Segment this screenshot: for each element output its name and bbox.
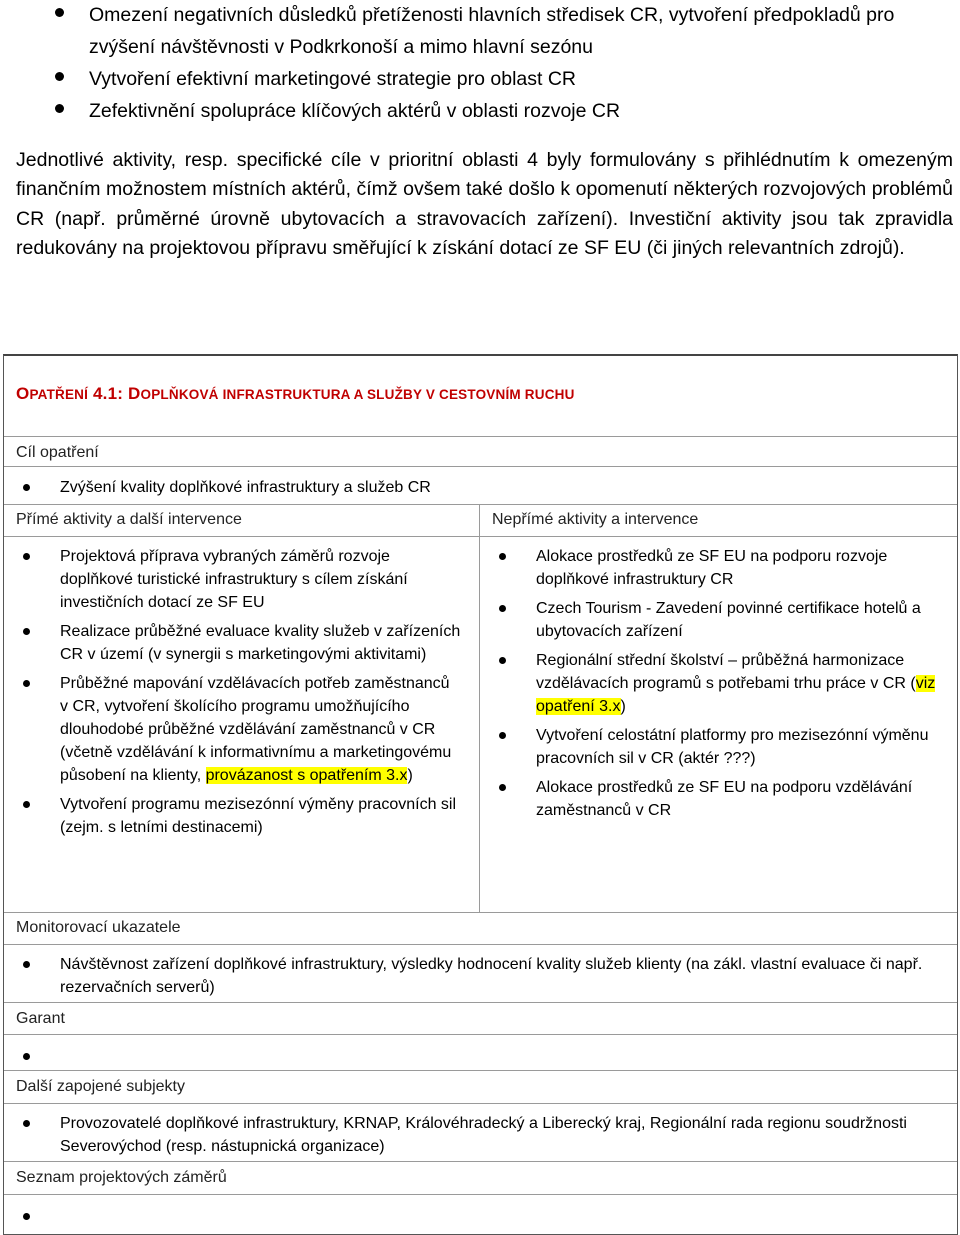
divider [4, 1034, 957, 1035]
title-letter: O [16, 384, 30, 403]
bullet-icon [23, 1213, 30, 1220]
list-item [0, 95, 960, 127]
bullet-icon [23, 628, 30, 635]
indirect-activities-list [492, 545, 937, 828]
highlighted-reference: viz opatření 3.x [536, 675, 936, 715]
bullet-icon [55, 104, 64, 113]
intro-bullet-list [0, 0, 960, 128]
divider [4, 1194, 957, 1195]
highlighted-reference: provázanost s opatřením 3.x [205, 767, 408, 784]
title-part: OPLŇKOVÁ INFRASTRUKTURA A SLUŽBY V CESTOVNÍM RUCHU [140, 387, 575, 402]
bullet-icon [23, 553, 30, 560]
list-item [16, 953, 936, 999]
bullet-icon [499, 784, 506, 791]
divider [4, 466, 957, 467]
direct-activities-label: Přímé aktivity a další intervence [16, 511, 242, 528]
measure-title [16, 384, 575, 404]
divider [4, 504, 957, 505]
list-item-text: Průběžné mapování vzdělávacích potřeb zaměstnanců v CR, vytvoření školícího programu umožňujícího dlouhodobé průběžné vzdělávání zaměstnanců v CR (včetně vzdělávání k informativnímu a marketingovému působení na klienty, [60, 675, 452, 784]
goal-label: Cíl opatření [16, 444, 99, 461]
bullet-icon [55, 8, 64, 17]
indirect-activities-label: Nepřímé aktivity a intervence [492, 511, 699, 528]
monitoring-label: Monitorovací ukazatele [16, 919, 181, 936]
bullet-icon [23, 680, 30, 687]
list-item-text: Vytvoření programu mezisezónní výměny pracovních sil (zejm. s letními destinacemi) [60, 796, 457, 836]
list-item-text: Alokace prostředků ze SF EU na podporu vzdělávání zaměstnanců v CR [536, 779, 913, 819]
guarantor-list [16, 1045, 936, 1051]
divider [4, 1002, 957, 1003]
title-letter: D [128, 384, 141, 403]
column-divider [479, 504, 480, 912]
list-item-text: Vytvoření efektivní marketingové strategie pro oblast CR [89, 68, 577, 90]
list-item [16, 793, 461, 839]
monitoring-list [16, 953, 936, 1005]
list-item-text: Czech Tourism - Zavedení povinné certifikace hotelů a ubytovacích zařízení [536, 600, 921, 640]
list-item-text: Návštěvnost zařízení doplňkové infrastruktury, výsledky hodnocení kvality služeb klienty (na zákl. vlastní evaluace či např. rezervačních serverů) [60, 956, 923, 996]
list-item [16, 672, 461, 787]
divider [4, 1103, 957, 1104]
bullet-icon [499, 732, 506, 739]
bullet-icon [23, 1120, 30, 1127]
goal-list [16, 476, 936, 505]
divider [4, 912, 957, 913]
projects-list [16, 1205, 936, 1211]
list-item-text: Vytvoření celostátní platformy pro mezisezónní výměnu pracovních sil v CR (aktér ???) [536, 727, 929, 767]
bullet-icon [499, 605, 506, 612]
list-item-text-end: ) [620, 698, 626, 715]
bullet-icon [23, 484, 30, 491]
projects-label: Seznam projektových záměrů [16, 1169, 227, 1186]
title-part: PATŘENÍ [29, 387, 89, 402]
list-item-text: Alokace prostředků ze SF EU na podporu rozvoje doplňkové infrastruktury CR [536, 548, 888, 588]
list-item-text-end: ) [407, 767, 413, 784]
list-item [492, 649, 937, 718]
body-paragraph: Jednotlivé aktivity, resp. specifické cíle v prioritní oblasti 4 byly formulovány s přihlédnutím k omezeným finančním možnostem místních aktérů, čímž ovšem také došlo k opomenutí některých rozvojových problémů CR (např. průměrné úrovně ubytovacích a stravovacích zařízení). Investiční aktivity jsou tak zpravidla redukovány na projektovou přípravu směřující k získání dotací ze SF EU (či jiných relevantních zdrojů). [16, 149, 953, 260]
title-part: 4.1: [88, 384, 129, 403]
other-subjects-list [16, 1112, 936, 1164]
list-item [16, 476, 936, 499]
divider [4, 536, 957, 537]
divider [4, 1070, 957, 1071]
divider [4, 436, 957, 437]
divider [4, 944, 957, 945]
list-item [492, 776, 937, 822]
bullet-icon [23, 961, 30, 968]
list-item-text: Provozovatelé doplňkové infrastruktury, KRNAP, Královéhradecký a Liberecký kraj, Regionální rada regionu soudržnosti Severovýchod (resp. nástupnická organizace) [60, 1115, 907, 1155]
bullet-icon [23, 1053, 30, 1060]
list-item-text: Realizace průběžné evaluace kvality služeb v zařízeních CR v území (v synergii s marketingovými aktivitami) [60, 623, 461, 663]
list-item-text: Zvýšení kvality doplňkové infrastruktury a služeb CR [60, 479, 431, 496]
direct-activities-list [16, 545, 461, 845]
list-item [16, 1112, 936, 1158]
other-subjects-label: Další zapojené subjekty [16, 1078, 185, 1095]
bullet-icon [55, 72, 64, 81]
list-item [492, 724, 937, 770]
bullet-icon [23, 801, 30, 808]
list-item-text: Regionální střední školství – průběžná harmonizace vzdělávacích programů s potřebami trhu práce v CR ( [536, 652, 916, 692]
list-item [16, 620, 461, 666]
guarantor-label: Garant [16, 1010, 65, 1027]
list-item [492, 597, 937, 643]
list-item [16, 545, 461, 614]
bullet-icon [499, 553, 506, 560]
list-item-text: Zefektivnění spolupráce klíčových aktérů v oblasti rozvoje CR [89, 100, 621, 122]
list-item-text: Omezení negativních důsledků přetíženosti hlavních středisek CR, vytvoření předpokladů pro zvýšení návštěvnosti v Podkrkonoší a mimo hlavní sezónu [89, 4, 895, 58]
list-item [0, 0, 960, 63]
measure-table [3, 354, 958, 1235]
list-item [492, 545, 937, 591]
list-item [0, 63, 960, 95]
list-item-text: Projektová příprava vybraných záměrů rozvoje doplňkové turistické infrastruktury s cílem získání investičních dotací ze SF EU [60, 548, 408, 611]
divider [4, 1161, 957, 1162]
bullet-icon [499, 657, 506, 664]
